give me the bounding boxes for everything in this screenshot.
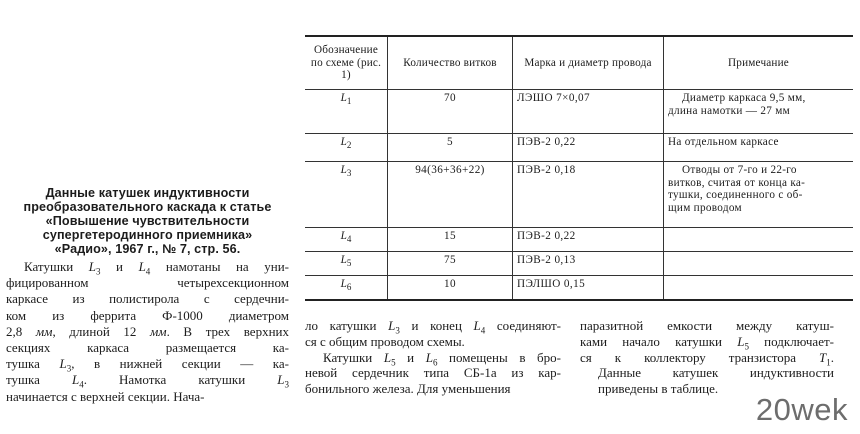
text-line: начинается с верхней секции. Нача- xyxy=(6,388,205,404)
cell-designation: $L_6$ xyxy=(305,276,388,300)
cell-note: Отводы от 7-го и 22-го витков, считая от конца ка- тушки, соединенного с об- щим проводом xyxy=(664,162,854,228)
cell-designation: $L_5$ xyxy=(305,252,388,276)
cell-note: На отдельном каркасе xyxy=(664,134,854,162)
text-line: фицированном четырехсекционном xyxy=(6,275,289,291)
text-line: тушка $L_3$, в нижней секции — ка- xyxy=(6,356,289,374)
cell-designation: $L_4$ xyxy=(305,228,388,252)
cell-note xyxy=(664,252,854,276)
text-line: 2,8 мм, длиной 12 мм. В трех верхних xyxy=(6,323,289,339)
text-line: приведены в таблице. xyxy=(598,381,719,397)
cell-wire: ПЭВ-2 0,13 xyxy=(513,252,664,276)
article-caption xyxy=(6,186,289,256)
table-row xyxy=(305,228,853,252)
text-line: Катушки $L_3$ и $L_4$ намотаны на уни- xyxy=(24,259,289,277)
cell-note xyxy=(664,228,854,252)
coil-data-table xyxy=(305,35,853,301)
caption-line: супергетеродинного приемника» xyxy=(42,228,253,242)
caption-line: Данные катушек индуктивности xyxy=(45,186,250,200)
text-line: невой сердечник типа СБ-1а из кар- xyxy=(305,365,561,381)
cell-turns: 70 xyxy=(388,90,513,134)
header-wire: Марка и диаметр провода xyxy=(513,36,664,90)
cell-designation: $L_1$ xyxy=(305,90,388,134)
text-line: ком из феррита Ф-1000 диаметром xyxy=(6,307,289,323)
header-note: Примечание xyxy=(664,36,854,90)
text-line: паразитной емкости между катуш- xyxy=(580,318,834,333)
table-header-row xyxy=(305,36,853,90)
table-row xyxy=(305,252,853,276)
caption-line: «Радио», 1967 г., № 7, стр. 56. xyxy=(54,242,241,256)
cell-turns: 5 xyxy=(388,134,513,162)
cell-note xyxy=(664,276,854,300)
cell-designation: $L_3$ xyxy=(305,162,388,228)
cell-turns: 94(36+36+22) xyxy=(388,162,513,228)
middle-column-text xyxy=(305,318,561,397)
intro-paragraph xyxy=(6,259,289,405)
text-line: каркасе из полистирола с сердечни- xyxy=(6,291,289,307)
cell-turns: 10 xyxy=(388,276,513,300)
text-line: ся к коллектору транзистора $T_1$. xyxy=(580,349,834,368)
cell-wire: ПЭЛШО 0,15 xyxy=(513,276,664,300)
site-watermark: 20wek xyxy=(755,392,848,427)
caption-line: «Повышение чувствительности xyxy=(45,214,250,228)
text-line: ло катушки $L_3$ и конец $L_4$ соединяют- xyxy=(305,318,561,336)
cell-note: Диаметр каркаса 9,5 мм, длина намотки — 27 мм xyxy=(664,90,854,134)
cell-wire: ПЭВ-2 0,22 xyxy=(513,134,664,162)
text-line: тушка $L_4$. Намотка катушки $L_3$ xyxy=(6,372,289,391)
cell-turns: 15 xyxy=(388,228,513,252)
text-line: Данные катушек индуктивности xyxy=(598,365,834,381)
text-line: бонильного железа. Для уменьшения xyxy=(305,381,511,397)
cell-turns: 75 xyxy=(388,252,513,276)
table-row xyxy=(305,134,853,162)
cell-designation: $L_2$ xyxy=(305,134,388,162)
header-designation: Обозначение по схеме (рис. 1) xyxy=(305,36,388,90)
table-row xyxy=(305,90,853,134)
text-line: ся с общим проводом схемы. xyxy=(305,333,465,349)
text-line: ками начало катушки $L_5$ подключает- xyxy=(580,333,834,352)
text-line: секциях каркаса размещается ка- xyxy=(6,340,289,356)
table-row xyxy=(305,276,853,300)
sidebar-text-block xyxy=(6,186,289,405)
caption-line: преобразовательного каскада к статье xyxy=(23,200,272,214)
right-column-text xyxy=(580,318,834,397)
table-row xyxy=(305,162,853,228)
cell-wire: ПЭВ-2 0,18 xyxy=(513,162,664,228)
cell-wire: ЛЭШО 7×0,07 xyxy=(513,90,664,134)
text-line: Катушки $L_5$ и $L_6$ помещены в бро- xyxy=(323,349,561,368)
cell-wire: ПЭВ-2 0,22 xyxy=(513,228,664,252)
header-turns: Количество витков xyxy=(388,36,513,90)
